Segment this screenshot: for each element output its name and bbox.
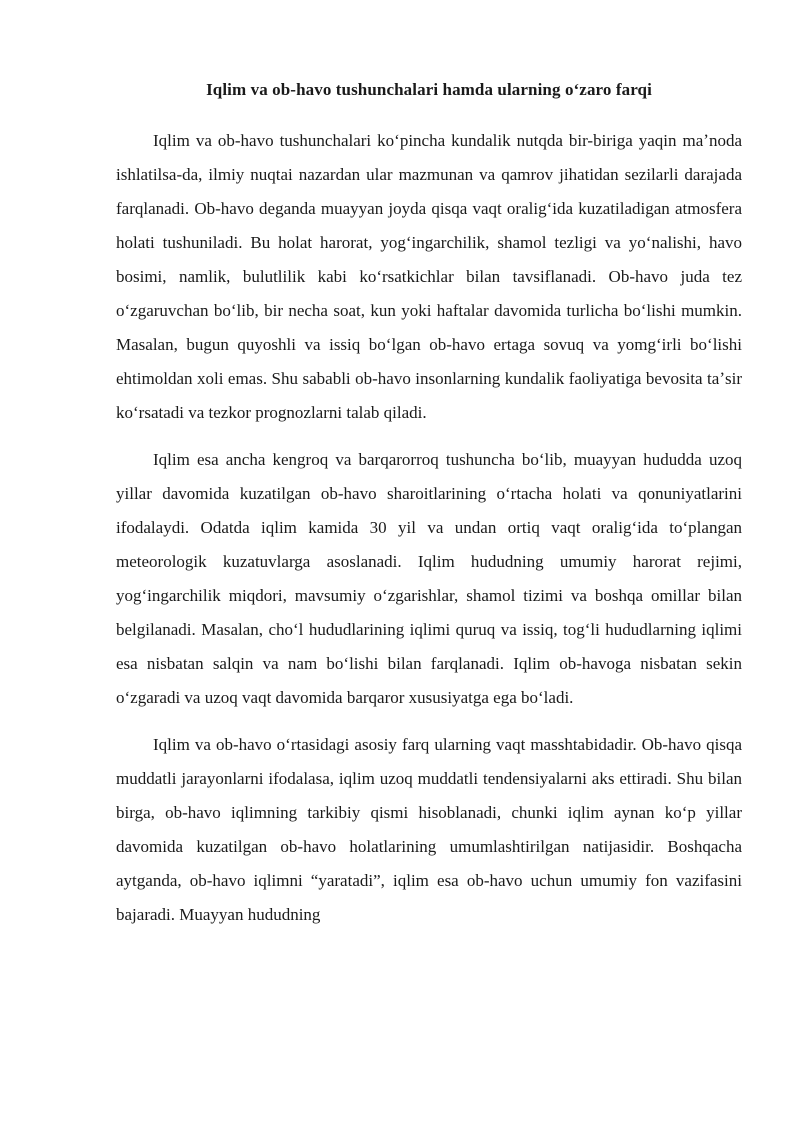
paragraph-1: Iqlim va ob-havo tushunchalari koʻpincha kundalik nutqda bir-biriga yaqin maʼnoda ishlatilsa-da, ilmiy nuqtai nazardan ular mazmunan va qamrov jihatidan sezilarli darajada farqlanadi. Ob-havo deganda muayyan joyda qisqa vaqt oraligʻida kuzatiladigan atmosfera holati tushuniladi. Bu holat harorat, yogʻingarchilik, shamol tezligi va yoʻnalishi, havo bosimi, namlik, bulutlilik kabi koʻrsatkichlar bilan tavsiflanadi. Ob-havo juda tez oʻzgaruvchan boʻlib, bir necha soat, kun yoki haftalar davomida turlicha boʻlishi mumkin. Masalan, bugun quyoshli va issiq boʻlgan ob-havo ertaga sovuq va yomgʻirli boʻlishi ehtimoldan xoli emas. Shu sababli ob-havo insonlarning kundalik faoliyatiga bevosita taʼsir koʻrsatadi va tezkor prognozlarni talab qiladi. [116,131,742,422]
document-title: Iqlim va ob-havo tushunchalari hamda ularning oʻzaro farqi [206,80,652,99]
document-body [116,78,742,932]
paragraph-2: Iqlim esa ancha kengroq va barqarorroq tushuncha boʻlib, muayyan hududda uzoq yillar davomida kuzatilgan ob-havo sharoitlarining oʻrtacha holati va qonuniyatlarini ifodalaydi. Odatda iqlim kamida 30 yil va undan ortiq vaqt oraligʻida toʻplangan meteorologik kuzatuvlarga asoslanadi. Iqlim hududning umumiy harorat rejimi, yogʻingarchilik miqdori, mavsumiy oʻzgarishlar, shamol tizimi va boshqa omillar bilan belgilanadi. Masalan, choʻl hududlarining iqlimi quruq va issiq, togʻli hududlarning iqlimi esa nisbatan salqin va nam boʻlishi bilan farqlanadi. Iqlim ob-havoga nisbatan sekin oʻzgaradi va uzoq vaqt davomida barqaror xususiyatga ega boʻladi. [116,450,742,707]
paragraph-3: Iqlim va ob-havo oʻrtasidagi asosiy farq ularning vaqt masshtabidadir. Ob-havo qisqa muddatli jarayonlarni ifodalasa, iqlim uzoq muddatli tendensiyalarni aks ettiradi. Shu bilan birga, ob-havo iqlimning tarkibiy qismi hisoblanadi, chunki iqlim aynan koʻp yillar davomida kuzatilgan ob-havo holatlarining umumlashtirilgan natijasidir. Boshqacha aytganda, ob-havo iqlimni “yaratadi”, iqlim esa ob-havo uchun umumiy fon vazifasini bajaradi. Muayyan hududning [116,735,742,924]
